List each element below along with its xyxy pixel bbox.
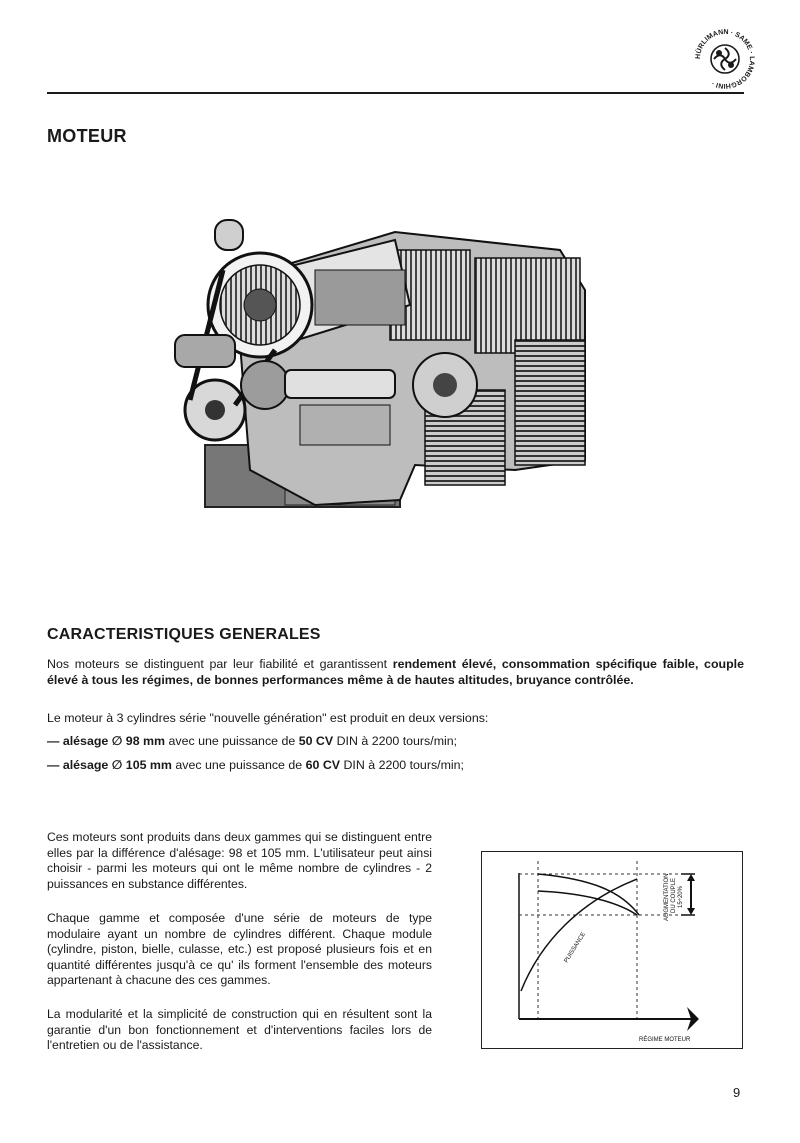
engine-illustration xyxy=(165,210,605,515)
brand-logo xyxy=(694,28,756,90)
body-paragraph: Ces moteurs sont produits dans deux gammes qui se distinguent entre elles par la différence d'alésage: 98 et 105 mm. L'utilisateur peut ainsi choisir - parmi les moteurs qui ont le même nombre de cylindres - 2 puissances en substance différentes. xyxy=(47,830,432,891)
engine-curve-graph xyxy=(481,851,743,1049)
x-axis-label: RÉGIME MOTEUR xyxy=(639,1037,691,1043)
body-paragraph: La modularité et la simplicité de construction qui en résultent sont la garantie d'un bon fonctionnement et d'interventions faciles lors de l'entretien ou de l'assistance. xyxy=(47,1007,432,1053)
version-mid: avec une puissance de xyxy=(165,734,299,748)
version-suffix: DIN à 2200 tours/min; xyxy=(333,734,458,748)
torque-increase-label: AUGMENTATION xyxy=(664,873,670,921)
torque-label: DU COUPLE xyxy=(671,877,677,913)
page-title: MOTEUR xyxy=(47,126,127,146)
power-curve-label: PUISSANCE xyxy=(563,931,588,965)
version-mid: avec une puissance de xyxy=(171,758,306,772)
version-suffix: DIN à 2200 tours/min; xyxy=(340,758,464,772)
section-title: CARACTERISTIQUES GENERALES xyxy=(47,626,321,643)
body-paragraph: Chaque gamme et composée d'une série de moteurs de type modulaire ayant un nombre de cylindres différent. Chaque module (cylindre, piston, bielle, culasse, etc.) est proposé plusieurs fois et en quantité différentes jusqu'à ce qu' ils forment l'ensemble des moteurs appartenant à chacune des ces gammes. xyxy=(47,911,432,988)
intro-prefix: Nos moteurs se distinguent par leur fiabilité et garantissent xyxy=(47,657,393,671)
page-number: 9 xyxy=(733,1085,741,1100)
version-power: 50 CV xyxy=(298,734,334,748)
version-power: 60 CV xyxy=(305,758,341,772)
version-bore: — alésage ∅ 98 mm xyxy=(47,734,166,748)
intro-highlights: rendement élevé, consommation spécifique faible, couple élevé à tous les régimes, de bonnes performances même à de hautes altitudes, bruyance contrôlée. xyxy=(47,657,744,687)
header-rule xyxy=(47,92,744,94)
version-item xyxy=(47,757,464,773)
versions-intro: Le moteur à 3 cylindres série "nouvelle génération" est produit en deux versions: xyxy=(47,711,489,725)
logo-text: HÜRLIMANN · SAME · LAMBORGHINI · xyxy=(694,28,756,90)
torque-percent-label: 15÷20% xyxy=(678,886,684,908)
version-item xyxy=(47,733,457,749)
version-bore: — alésage ∅ 105 mm xyxy=(47,758,172,772)
intro-paragraph xyxy=(47,656,744,688)
